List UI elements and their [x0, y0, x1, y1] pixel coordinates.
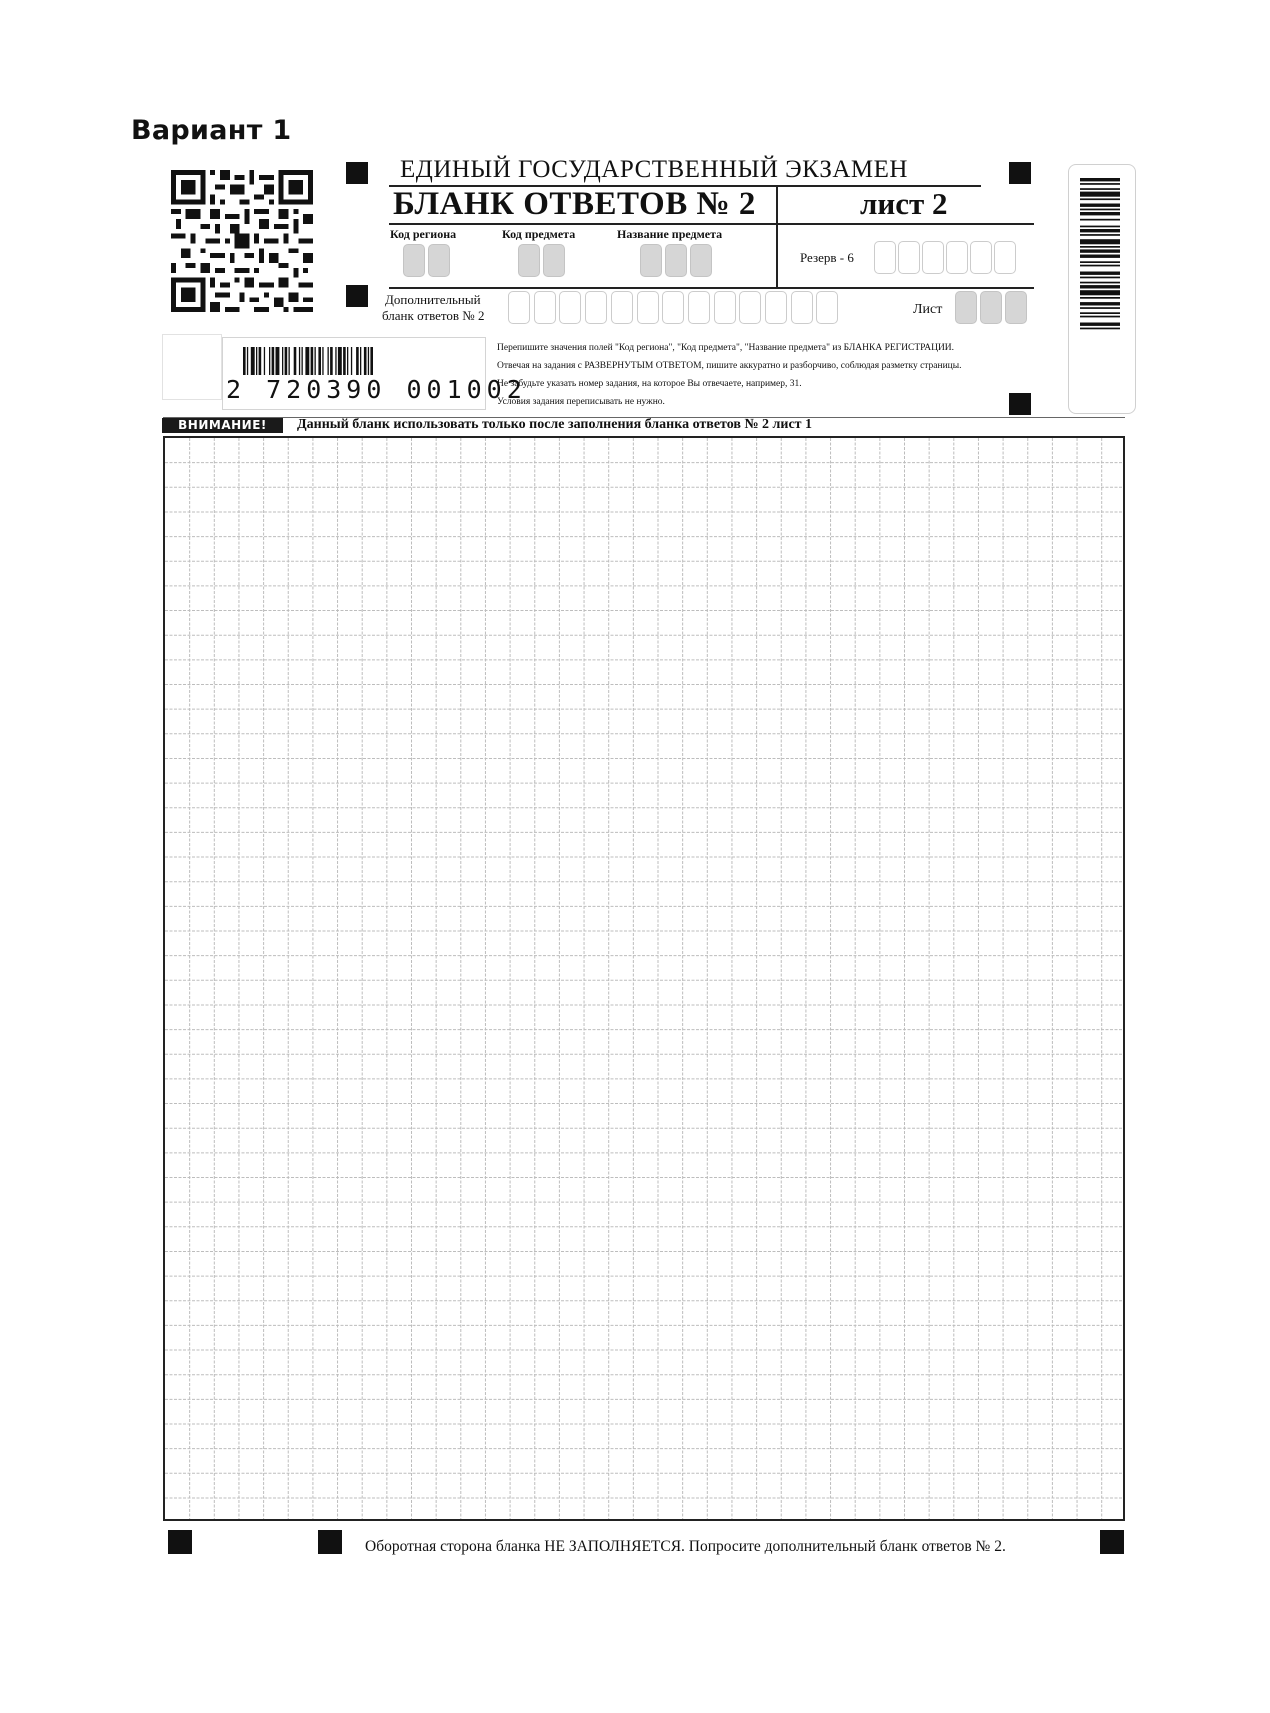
variant-heading: Вариант 1: [131, 115, 292, 146]
additional-blank-number-cell[interactable]: [739, 291, 761, 324]
header-divider-2: [389, 223, 1034, 225]
registration-marker-bottom-mid: [318, 1530, 342, 1554]
instruction-line: Не забудьте указать номер задания, на которое Вы отвечаете, например, 31.: [497, 379, 802, 389]
sheet-number-cell[interactable]: [1005, 291, 1027, 324]
additional-blank-number-cell[interactable]: [791, 291, 813, 324]
sheet-title: лист 2: [860, 186, 948, 221]
region-code-cell[interactable]: [428, 244, 450, 277]
reserve-label: Резерв - 6: [800, 250, 854, 265]
reserve-cell[interactable]: [922, 241, 944, 274]
reserve-cell[interactable]: [946, 241, 968, 274]
additional-blank-label-2: бланк ответов № 2: [382, 308, 485, 323]
qr-code: [171, 170, 313, 312]
header-divider-3: [389, 287, 1034, 289]
subject-code-label: Код предмета: [502, 227, 576, 241]
sheet-label: Лист: [913, 302, 943, 317]
additional-blank-number-cell[interactable]: [816, 291, 838, 324]
additional-blank-label: Дополнительный: [385, 292, 481, 307]
additional-blank-number-cell[interactable]: [559, 291, 581, 324]
exam-title: ЕДИНЫЙ ГОСУДАРСТВЕННЫЙ ЭКЗАМЕН: [400, 156, 908, 183]
registration-marker-top-left: [346, 162, 368, 184]
additional-blank-number-cell[interactable]: [714, 291, 736, 324]
side-barcode-bars: [1080, 178, 1120, 388]
registration-marker-mid-left: [346, 285, 368, 307]
subject-name-cell[interactable]: [690, 244, 712, 277]
reserve-cell[interactable]: [874, 241, 896, 274]
additional-blank-number-cell[interactable]: [508, 291, 530, 324]
reserve-cell[interactable]: [970, 241, 992, 274]
sheet-number-cell[interactable]: [955, 291, 977, 324]
subject-name-label: Название предмета: [617, 227, 723, 241]
answer-grid[interactable]: [163, 436, 1125, 1521]
additional-blank-number-cell[interactable]: [765, 291, 787, 324]
reserve-cell[interactable]: [994, 241, 1016, 274]
registration-marker-bottom-left: [168, 1530, 192, 1554]
blank-title: БЛАНК ОТВЕТОВ № 2: [393, 186, 756, 222]
header-vertical-divider: [776, 185, 778, 289]
attention-text: Данный бланк использовать только после заполнения бланка ответов № 2 лист 1: [297, 417, 813, 432]
additional-blank-number-cell[interactable]: [585, 291, 607, 324]
instruction-line: Условия задания переписывать не нужно.: [497, 397, 665, 407]
registration-marker-top-right: [1009, 162, 1031, 184]
barcode-area-shadow: [162, 334, 222, 400]
subject-name-cell[interactable]: [640, 244, 662, 277]
additional-blank-number-cell[interactable]: [662, 291, 684, 324]
additional-blank-number-cell[interactable]: [688, 291, 710, 324]
instruction-line: Перепишите значения полей "Код региона", "Код предмета", "Название предмета" из БЛАНКА РЕГИСТРАЦИИ.: [497, 343, 955, 353]
subject-name-cell[interactable]: [665, 244, 687, 277]
barcode-bars: [243, 347, 473, 375]
registration-marker-bottom-right: [1100, 1530, 1124, 1554]
region-code-cell[interactable]: [403, 244, 425, 277]
additional-blank-number-cell[interactable]: [534, 291, 556, 324]
attention-badge: ВНИМАНИЕ!: [162, 418, 283, 433]
additional-blank-number-cell[interactable]: [611, 291, 633, 324]
region-code-label: Код региона: [390, 227, 457, 241]
subject-code-cell[interactable]: [518, 244, 540, 277]
reserve-cell[interactable]: [898, 241, 920, 274]
subject-code-cell[interactable]: [543, 244, 565, 277]
barcode-digits: 2 720390 001002: [226, 375, 527, 404]
instructions-block: [497, 339, 962, 411]
instruction-line: Отвечая на задания с РАЗВЕРНУТЫМ ОТВЕТОМ, пишите аккуратно и разборчиво, соблюдая разметку страницы.: [497, 361, 962, 371]
footer-note: Оборотная сторона бланка НЕ ЗАПОЛНЯЕТСЯ. Попросите дополнительный бланк ответов № 2.: [365, 1538, 1006, 1555]
additional-blank-number-cell[interactable]: [637, 291, 659, 324]
registration-marker-mid-right: [1009, 393, 1031, 415]
sheet-number-cell[interactable]: [980, 291, 1002, 324]
grid-lines: [165, 438, 1123, 1519]
